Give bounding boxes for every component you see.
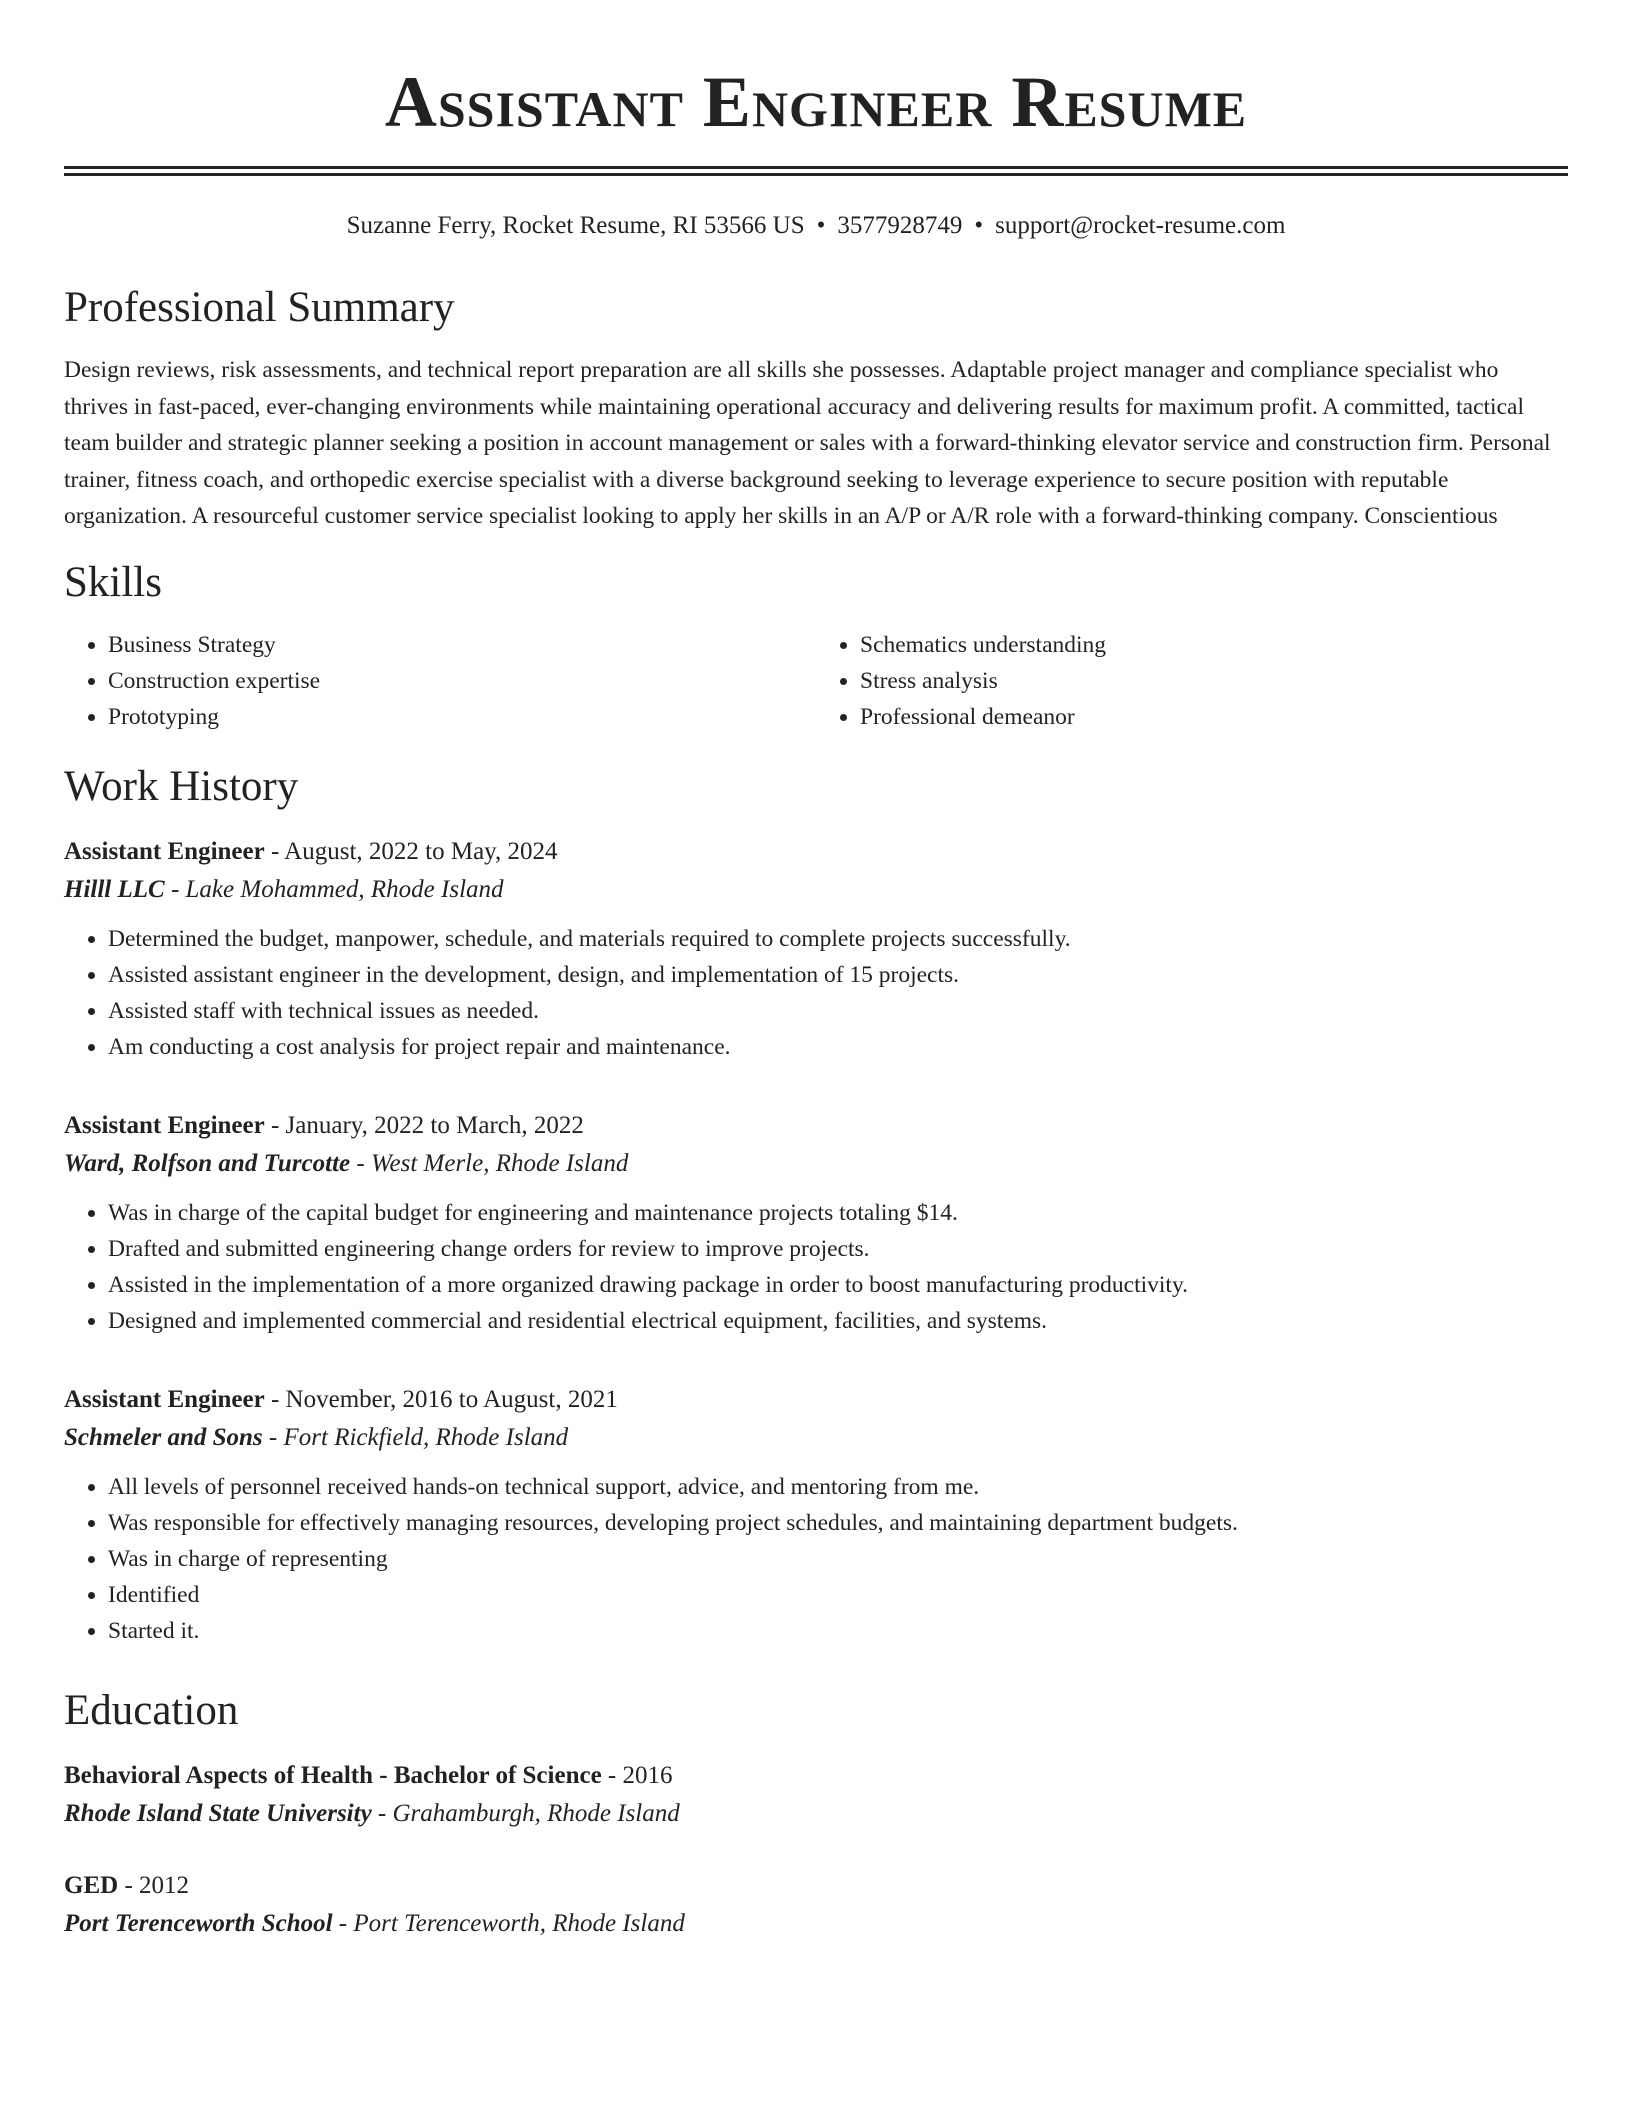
job-title: Assistant Engineer	[64, 1111, 265, 1139]
job-title-line	[64, 1381, 1568, 1419]
job-dates: - November, 2016 to August, 2021	[264, 1385, 618, 1413]
job-bullet: • Started it.	[108, 1613, 1568, 1649]
contact-email: support@rocket-resume.com	[995, 212, 1286, 239]
education-year: - 2016	[601, 1761, 673, 1789]
skills-heading: Skills	[64, 558, 162, 606]
job-company-line	[64, 1145, 1568, 1183]
job-location: - West Merle, Rhode Island	[350, 1149, 629, 1177]
job-company: Hilll LLC	[64, 875, 165, 903]
job-bullets	[64, 1195, 1568, 1339]
job-company: Schmeler and Sons	[64, 1423, 263, 1451]
skills-column-left	[64, 627, 816, 735]
job-bullet: • Identified	[108, 1577, 1568, 1613]
job-bullet: • Was responsible for effectively managing resources, developing project schedules, and maintaining department budgets.	[108, 1505, 1568, 1541]
education-school-line	[64, 1795, 1568, 1833]
job-bullet: • Was in charge of the capital budget for engineering and maintenance projects totaling $14.	[108, 1195, 1568, 1231]
job-dates: - January, 2022 to March, 2022	[264, 1111, 584, 1139]
title-divider	[64, 166, 1568, 176]
education-degree-line	[64, 1757, 1568, 1795]
job-title-line	[64, 1107, 1568, 1145]
job-bullets	[64, 1469, 1568, 1649]
skill-item: • Schematics understanding	[860, 627, 1568, 663]
job-bullet: • Am conducting a cost analysis for project repair and maintenance.	[108, 1029, 1568, 1065]
summary-text: Design reviews, risk assessments, and technical report preparation are all skills she possesses. Adaptable project manager and compliance specialist who thrives in fast-paced, ever-changing environments while maintaining operational accuracy and delivering results for maximum profit. A committed, tactical team builder and strategic planner seeking a position in account management or sales with a forward-thinking elevator service and construction firm. Personal trainer, fitness coach, and orthopedic exercise specialist with a diverse background seeking to leverage experience to secure position with reputable organization. A resourceful customer service specialist looking to apply her skills in an A/P or A/R role with a forward-thinking company. Conscientious	[64, 357, 1551, 529]
job-location: - Lake Mohammed, Rhode Island	[164, 875, 504, 903]
contact-address: Suzanne Ferry, Rocket Resume, RI 53566 US	[346, 212, 805, 239]
job-bullet: • Was in charge of representing	[108, 1541, 1568, 1577]
education-entry	[64, 1867, 1568, 1943]
summary-heading: Professional Summary	[64, 284, 455, 331]
job-dates: - August, 2022 to May, 2024	[264, 837, 558, 865]
job-bullet: • Assisted assistant engineer in the development, design, and implementation of 15 projects.	[108, 957, 1568, 993]
education-school: Rhode Island State University	[64, 1799, 372, 1827]
job-bullet: • Drafted and submitted engineering change orders for review to improve projects.	[108, 1231, 1568, 1267]
education-school-line	[64, 1905, 1568, 1943]
job-bullets	[64, 921, 1568, 1065]
education-degree: Behavioral Aspects of Health - Bachelor of Science	[64, 1761, 602, 1789]
work-history-heading: Work History	[64, 762, 299, 810]
contact-line	[64, 210, 1568, 242]
education-degree: GED	[64, 1871, 119, 1899]
skill-item: • Construction expertise	[108, 663, 816, 699]
job-company-line	[64, 1419, 1568, 1457]
job-company-line	[64, 871, 1568, 909]
skill-item: • Stress analysis	[860, 663, 1568, 699]
education-school: Port Terenceworth School	[64, 1909, 333, 1937]
job-location: - Fort Rickfield, Rhode Island	[262, 1423, 569, 1451]
job-company: Ward, Rolfson and Turcotte	[64, 1149, 351, 1177]
job-bullet: • Assisted staff with technical issues as needed.	[108, 993, 1568, 1029]
education-location: - Grahamburgh, Rhode Island	[371, 1799, 680, 1827]
education-year: - 2012	[118, 1871, 190, 1899]
skill-item: • Business Strategy	[108, 627, 816, 663]
job-bullet: • All levels of personnel received hands-on technical support, advice, and mentoring from me.	[108, 1469, 1568, 1505]
job-bullet: • Assisted in the implementation of a more organized drawing package in order to boost manufacturing productivity.	[108, 1267, 1568, 1303]
job-title: Assistant Engineer	[64, 1385, 265, 1413]
job-title-line	[64, 833, 1568, 871]
contact-phone: 3577928749	[837, 212, 963, 239]
job-bullet: • Designed and implemented commercial and residential electrical equipment, facilities, and systems.	[108, 1303, 1568, 1339]
education-entry	[64, 1757, 1568, 1833]
skills-column-right	[816, 627, 1568, 735]
job-entry	[64, 833, 1568, 1065]
job-entry	[64, 1107, 1568, 1339]
skill-item: • Prototyping	[108, 699, 816, 735]
contact-separator: •	[816, 212, 826, 239]
education-location: - Port Terenceworth, Rhode Island	[332, 1909, 685, 1937]
skill-item: • Professional demeanor	[860, 699, 1568, 735]
education-degree-line	[64, 1867, 1568, 1905]
resume-title: Assistant Engineer Resume	[384, 62, 1248, 142]
job-bullet: • Determined the budget, manpower, schedule, and materials required to complete projects successfully.	[108, 921, 1568, 957]
contact-separator: •	[974, 212, 984, 239]
education-heading: Education	[64, 1686, 239, 1734]
job-title: Assistant Engineer	[64, 837, 265, 865]
job-entry	[64, 1381, 1568, 1649]
skills-list	[64, 627, 1568, 735]
